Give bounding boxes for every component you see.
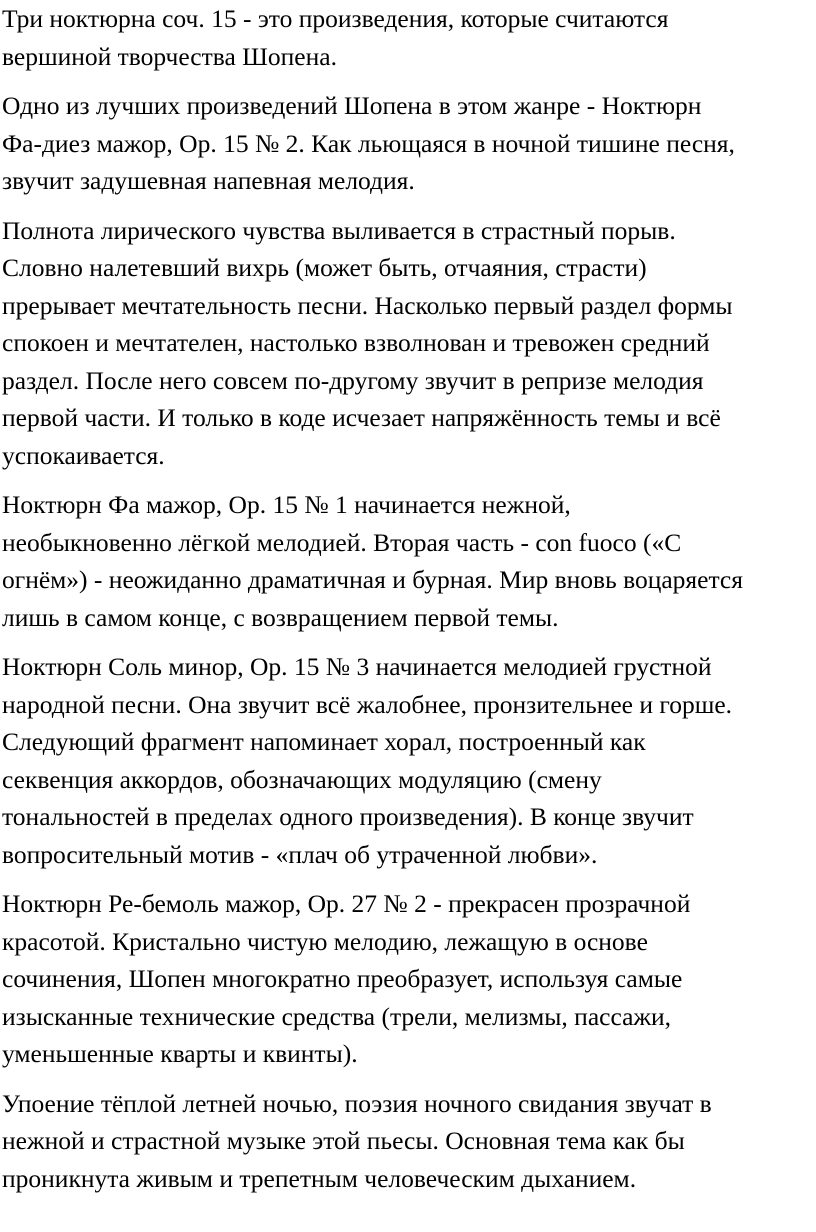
text-line: проникнута живым и трепетным человеческим дыханием. [2, 1163, 637, 1193]
paragraph-summer-night [2, 1085, 814, 1198]
text-line: необыкновенно лёгкой мелодией. Вторая часть - con fuoco («С [2, 527, 682, 557]
text-line: вершиной творчества Шопена. [2, 41, 337, 71]
paragraph-intro [2, 0, 814, 75]
text-line: Полнота лирического чувства выливается в страстный порыв. [2, 215, 676, 245]
text-line: Три ноктюрна соч. 15 - это произведения, которые считаются [2, 4, 669, 33]
paragraph-nocturne-d-flat [2, 885, 814, 1073]
paragraph-lyrical-feeling [2, 212, 814, 475]
text-line: секвенция аккордов, обозначающих модуляцию (смену [2, 764, 602, 794]
paragraph-nocturne-f-sharp [2, 87, 814, 200]
text-line: успокаивается. [2, 440, 165, 470]
document-page [2, 0, 814, 1209]
text-line: народной песни. Она звучит всё жалобнее, пронзительнее и горше. [2, 689, 733, 719]
text-line: Фа-диез мажор, Ор. 15 № 2. Как льющаяся в ночной тишине песня, [2, 128, 735, 158]
text-line: лишь в самом конце, с возвращением первой темы. [2, 602, 559, 632]
text-line: раздел. После него совсем по-другому звучит в репризе мелодия [2, 365, 704, 395]
text-line: Следующий фрагмент напоминает хорал, построенный как [2, 727, 646, 756]
text-line: изысканные технические средства (трели, мелизмы, пассажи, [2, 1001, 672, 1031]
text-line: Словно налетевший вихрь (может быть, отчаяния, страсти) [2, 253, 647, 282]
paragraph-nocturne-g-minor [2, 648, 814, 873]
text-line: сочинения, Шопен многократно преобразует, используя самые [2, 964, 683, 993]
text-line: прерывает мечтательность песни. Насколько первый раздел формы [2, 290, 733, 320]
text-line: огнём») - неожиданно драматичная и бурная. Мир вновь воцаряется [2, 565, 743, 594]
text-line: тональностей в пределах одного произведения). В конце звучит [2, 802, 694, 831]
text-line: Ноктюрн Фа мажор, Ор. 15 № 1 начинается нежной, [2, 490, 571, 519]
text-line: Упоение тёплой летней ночью, поэзия ночного свидания звучат в [2, 1088, 712, 1118]
text-line: первой части. И только в коде исчезает напряжённость темы и всё [2, 403, 721, 432]
text-line: нежной и страстной музыке этой пьесы. Основная тема как бы [2, 1126, 685, 1155]
text-line: уменьшенные кварты и квинты). [2, 1039, 358, 1068]
text-line: вопросительный мотив - «плач об утраченной любви». [2, 839, 598, 869]
text-line: спокоен и мечтателен, настолько взволнован и тревожен средний [2, 328, 710, 357]
text-line: Одно из лучших произведений Шопена в этом жанре - Ноктюрн [2, 91, 702, 120]
text-line: звучит задушевная напевная мелодия. [2, 166, 415, 195]
text-line: Ноктюрн Соль минор, Ор. 15 № 3 начинается мелодией грустной [2, 652, 712, 681]
text-line: красотой. Кристально чистую мелодию, лежащую в основе [2, 926, 648, 956]
text-line: Ноктюрн Ре-бемоль мажор, Ор. 27 № 2 - прекрасен прозрачной [2, 889, 691, 918]
paragraph-nocturne-f-major [2, 486, 814, 636]
